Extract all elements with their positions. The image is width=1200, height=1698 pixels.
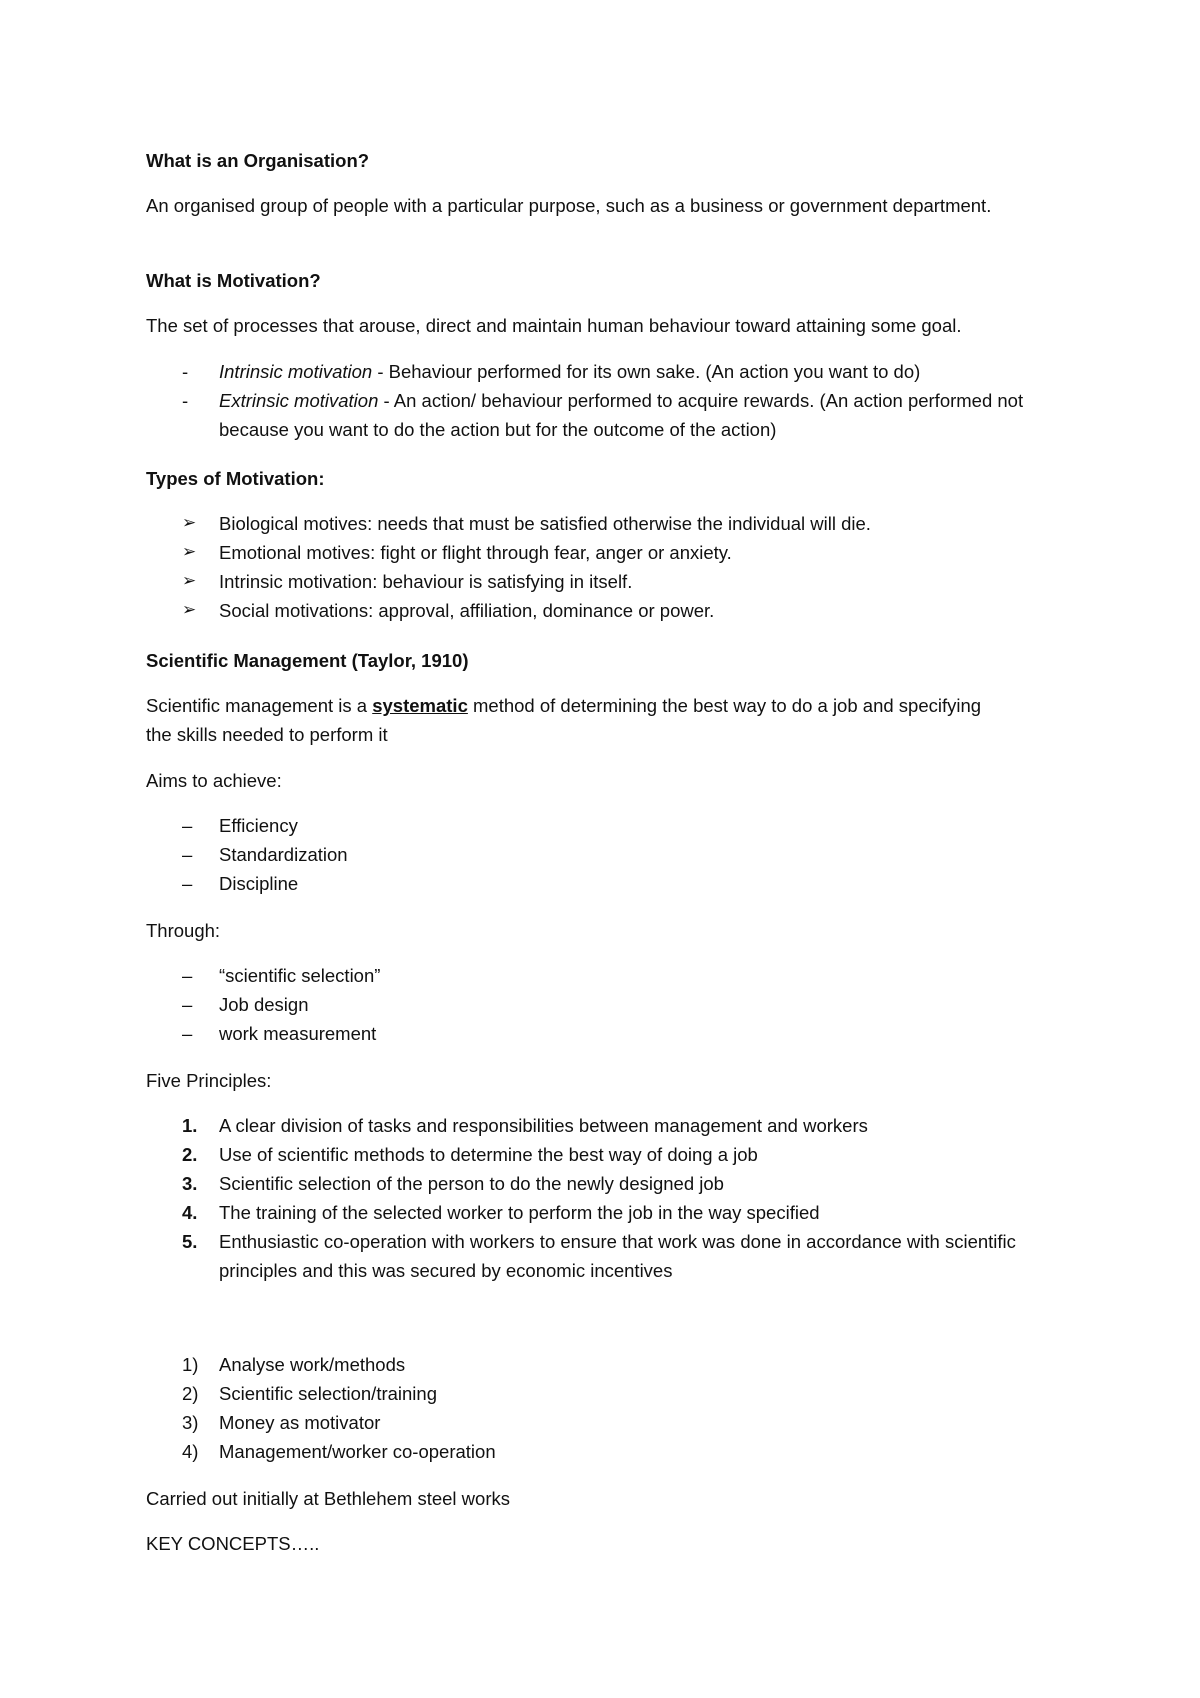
intrinsic-term: Intrinsic motivation [219, 361, 373, 382]
list-item [146, 509, 1066, 538]
list-item [146, 869, 1066, 898]
principle-text: Enthusiastic co-operation with workers to ensure that work was done in accordance with scientific principles and this was secured by economic incentives [219, 1231, 1016, 1281]
arrow-bullet-icon: ➢ [182, 600, 197, 620]
type-text: Biological motives: needs that must be satisfied otherwise the individual will die. [219, 513, 871, 534]
principle-text: Scientific selection of the person to do the newly designed job [219, 1173, 724, 1194]
arrow-bullet-icon: ➢ [182, 513, 197, 533]
list-item [146, 1169, 1066, 1198]
principle-text: A clear division of tasks and responsibilities between management and workers [219, 1115, 868, 1136]
list-item [146, 1350, 1066, 1379]
dash-marker: – [182, 1023, 193, 1044]
list-item [146, 596, 1066, 625]
definition-before: Scientific management is a [146, 695, 373, 716]
summary-text: Analyse work/methods [219, 1354, 406, 1375]
summary-list [146, 1350, 1066, 1466]
heading-types-of-motivation: Types of Motivation: [146, 468, 325, 489]
organisation-definition: An organised group of people with a particular purpose, such as a business or government department. [146, 195, 992, 216]
number-marker: 3. [182, 1173, 198, 1194]
extrinsic-term: Extrinsic motivation [219, 390, 379, 411]
aim-text: Standardization [219, 844, 348, 865]
extrinsic-text: - An action/ behaviour performed to acquire rewards. (An action performed not because you want to do the action but for the outcome of the action) [219, 390, 1024, 440]
list-item [146, 1019, 1066, 1048]
motivation-definition: The set of processes that arouse, direct and maintain human behaviour toward attaining some goal. [146, 315, 962, 336]
list-item [146, 1437, 1066, 1466]
dash-marker: – [182, 844, 193, 865]
motivation-list [146, 357, 1066, 444]
arrow-bullet-icon: ➢ [182, 542, 197, 562]
list-item [146, 1198, 1066, 1227]
number-marker: 2) [182, 1383, 199, 1404]
list-item [146, 538, 1066, 567]
dash-marker: – [182, 815, 193, 836]
through-list [146, 961, 1066, 1048]
through-label: Through: [146, 920, 221, 941]
through-text: “scientific selection” [219, 965, 381, 986]
number-marker: 2. [182, 1144, 198, 1165]
type-text: Intrinsic motivation: behaviour is satisfying in itself. [219, 571, 633, 592]
type-text: Emotional motives: fight or flight through fear, anger or anxiety. [219, 542, 732, 563]
number-marker: 1) [182, 1354, 199, 1375]
dash-marker: – [182, 873, 193, 894]
list-item [146, 961, 1066, 990]
summary-text: Management/worker co-operation [219, 1441, 496, 1462]
list-item [146, 840, 1066, 869]
number-marker: 1. [182, 1115, 198, 1136]
through-text: Job design [219, 994, 309, 1015]
list-item [146, 567, 1066, 596]
heading-organisation: What is an Organisation? [146, 150, 370, 171]
types-list [146, 509, 1066, 625]
aims-label: Aims to achieve: [146, 770, 282, 791]
list-item [146, 1227, 1099, 1285]
aim-text: Efficiency [219, 815, 298, 836]
list-item [146, 357, 1066, 386]
summary-text: Money as motivator [219, 1412, 381, 1433]
list-item [146, 1111, 1066, 1140]
type-text: Social motivations: approval, affiliation, dominance or power. [219, 600, 715, 621]
principles-label: Five Principles: [146, 1070, 272, 1091]
dash-marker: - [182, 361, 189, 382]
dash-marker: - [182, 390, 189, 411]
heading-scientific-management: Scientific Management (Taylor, 1910) [146, 650, 469, 671]
arrow-bullet-icon: ➢ [182, 571, 197, 591]
summary-text: Scientific selection/training [219, 1383, 437, 1404]
definition-emphasis: systematic [372, 695, 468, 716]
heading-motivation: What is Motivation? [146, 270, 321, 291]
intrinsic-text: - Behaviour performed for its own sake. (An action you want to do) [372, 361, 921, 382]
list-item [146, 811, 1066, 840]
number-marker: 4. [182, 1202, 198, 1223]
list-item [146, 1140, 1066, 1169]
dash-marker: – [182, 965, 193, 986]
list-item [146, 1408, 1066, 1437]
dash-marker: – [182, 994, 193, 1015]
number-marker: 3) [182, 1412, 199, 1433]
carried-out-note: Carried out initially at Bethlehem steel works [146, 1488, 510, 1509]
list-item [146, 990, 1066, 1019]
aim-text: Discipline [219, 873, 299, 894]
through-text: work measurement [219, 1023, 377, 1044]
key-concepts: KEY CONCEPTS….. [146, 1533, 320, 1554]
list-item [146, 1379, 1066, 1408]
definition-after: method of determining the best way to do a job and specifying the skills needed to perform it [146, 695, 982, 745]
number-marker: 4) [182, 1441, 199, 1462]
principle-text: The training of the selected worker to perform the job in the way specified [219, 1202, 820, 1223]
principle-text: Use of scientific methods to determine the best way of doing a job [219, 1144, 758, 1165]
number-marker: 5. [182, 1231, 198, 1252]
aims-list [146, 811, 1066, 898]
scientific-definition [146, 691, 996, 749]
principles-list [146, 1111, 1066, 1285]
list-item [146, 386, 1059, 444]
